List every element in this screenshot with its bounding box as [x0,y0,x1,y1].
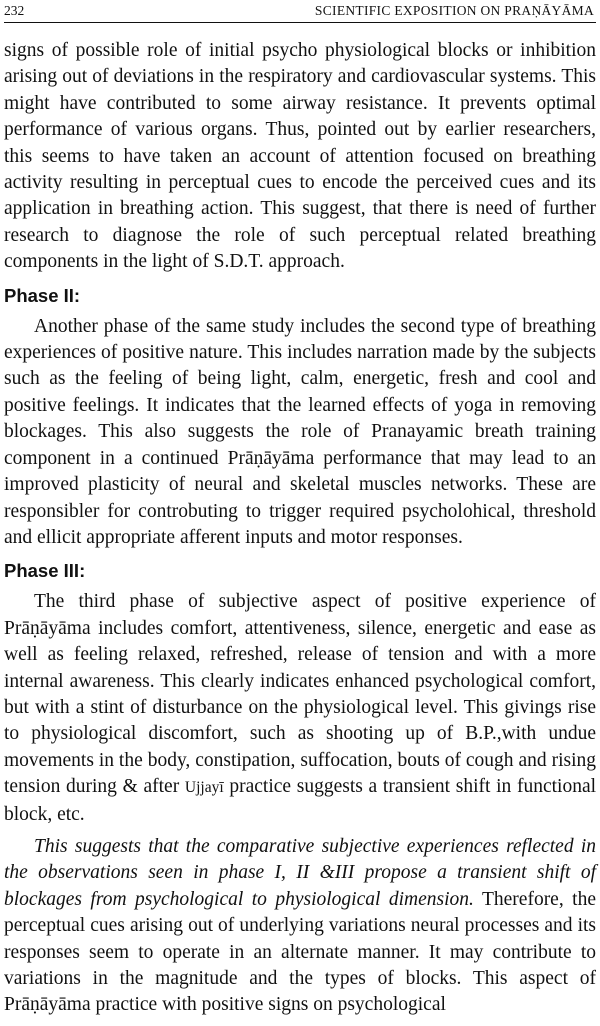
heading-phase-2: Phase II: [4,284,81,306]
ujjayi-term: Ujjayī [184,779,224,797]
page-body [4,38,596,1019]
paragraph-continuation: signs of possible role of initial psycho physiological blocks or inhibition arising out of deviations in the respiratory and cardiovascular systems. This might have contributed to some airway resistance. It prevents optimal performance of various organs. Thus, pointed out by earlier researchers, this seems to have taken an account of attention focused on breathing activity resulting in perceptual cues to encode the perceived cues and its application in breathing action. This suggest, that there is need of further research to diagnose the role of such perceptual related breathing components in the light of S.D.T. approach. [4,40,596,273]
running-title: SCIENTIFIC EXPOSITION ON PRAṆĀYĀMA [314,3,594,18]
paragraph-phase-3-end: practice suggests a transient shift in functional block, etc. [4,776,597,825]
paragraph-phase-3-text: The third phase of subjective aspect of positive experience of Prāṇāyāma includes comfort, attentiveness, silence, energetic and ease as well as feeling relaxed, refreshed, release of tension and with a more internal awareness. This clearly indicates enhanced psychological comfort, but with a stint of disturbance on the physiological level. This givings rise to physiological discomfort, such as shooting up of B.P.,with undue movements in the body, constipation, suffocation, bouts of cough and rising tension during & after [4,591,596,798]
paragraph-conclusion [4,834,596,1019]
conclusion-italic: This suggests that the comparative subjective experiences reflected in the observations seen in phase I, II &III propose a transient shift of blockages from psychological to physiological dimension. [4,835,596,910]
conclusion-rest: Therefore, the perceptual cues arising out of underlying variations neural processes and its responses seem to operate in an alternate manner. It may contribute to variations in the magnitude and the types of blocks. This aspect of Prāṇāyāma practice with positive signs on psychological [4,888,596,1016]
page-header [4,2,596,23]
heading-phase-3: Phase III: [4,560,86,582]
page-number: 232 [4,3,25,18]
paragraph-phase-3 [4,589,596,828]
paragraph-phase-2: Another phase of the same study includes the second type of breathing experiences of positive nature. This includes narration made by the subjects such as the feeling of being light, calm, energetic, fresh and cool and positive feelings. It indicates that the learned effects of yoga in removing blockages. This also suggests the role of Pranayamic breath training component in a continued Prāṇāyāma performance that may lead to an improved plasticity of neural and skeletal muscles networks. These are responsibler for controbuting to trigger required psycholohical, threshold and ellicit appropriate afferent inputs and motor responses. [4,315,596,548]
